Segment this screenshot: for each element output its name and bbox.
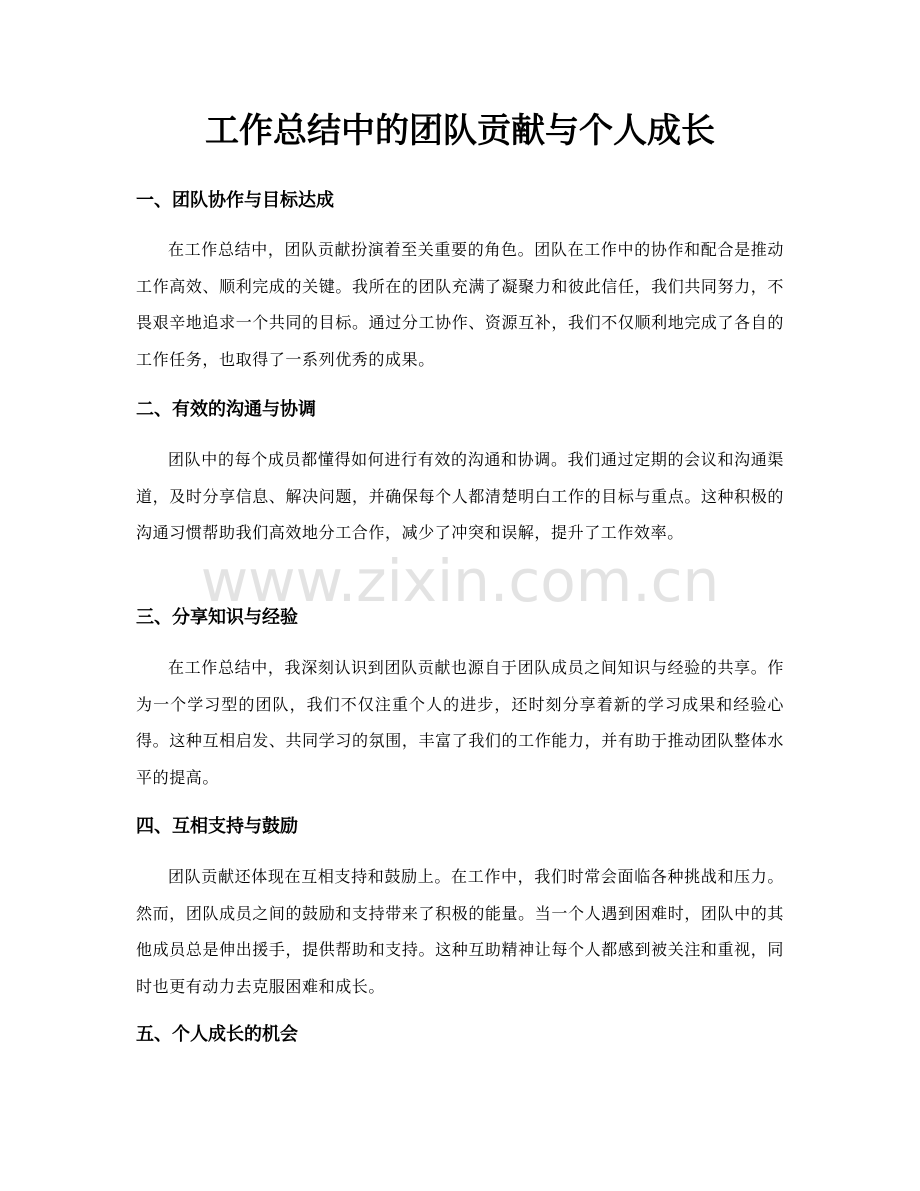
- section-heading-2: 二、有效的沟通与协调: [136, 399, 316, 420]
- section-heading-3: 三、分享知识与经验: [136, 607, 298, 628]
- section-heading-5: 五、个人成长的机会: [136, 1024, 298, 1045]
- section-paragraph-4: 团队贡献还体现在互相支持和鼓励上。在工作中，我们时常会面临各种挑战和压力。然而，团队成员之间的鼓励和支持带来了积极的能量。当一个人遇到困难时，团队中的其他成员总是伸出援手，提供帮助和支持。这种互助精神让每个人都感到被关注和重视，同时也更有动力去克服困难和成长。: [136, 867, 784, 996]
- section-heading-4: 四、互相支持与鼓励: [136, 816, 298, 837]
- section-paragraph-1: 在工作总结中，团队贡献扮演着至关重要的角色。团队在工作中的协作和配合是推动工作高效、顺利完成的关键。我所在的团队充满了凝聚力和彼此信任，我们共同努力，不畏艰辛地追求一个共同的目标。通过分工协作、资源互补，我们不仅顺利地完成了各自的工作任务，也取得了一系列优秀的成果。: [136, 240, 784, 369]
- section-paragraph-3: 在工作总结中，我深刻认识到团队贡献也源自于团队成员之间知识与经验的共享。作为一个学习型的团队，我们不仅注重个人的进步，还时刻分享着新的学习成果和经验心得。这种互相启发、共同学习的氛围，丰富了我们的工作能力，并有助于推动团队整体水平的提高。: [136, 658, 784, 787]
- section-heading-1: 一、团队协作与目标达成: [136, 190, 334, 211]
- watermark: www.zixin.com.cn: [200, 547, 720, 615]
- section-paragraph-2: 团队中的每个成员都懂得如何进行有效的沟通和协调。我们通过定期的会议和沟通渠道，及时分享信息、解决问题，并确保每个人都清楚明白工作的目标与重点。这种积极的沟通习惯帮助我们高效地分工合作，减少了冲突和误解，提升了工作效率。: [136, 450, 784, 542]
- document-title: 工作总结中的团队贡献与个人成长: [205, 111, 715, 151]
